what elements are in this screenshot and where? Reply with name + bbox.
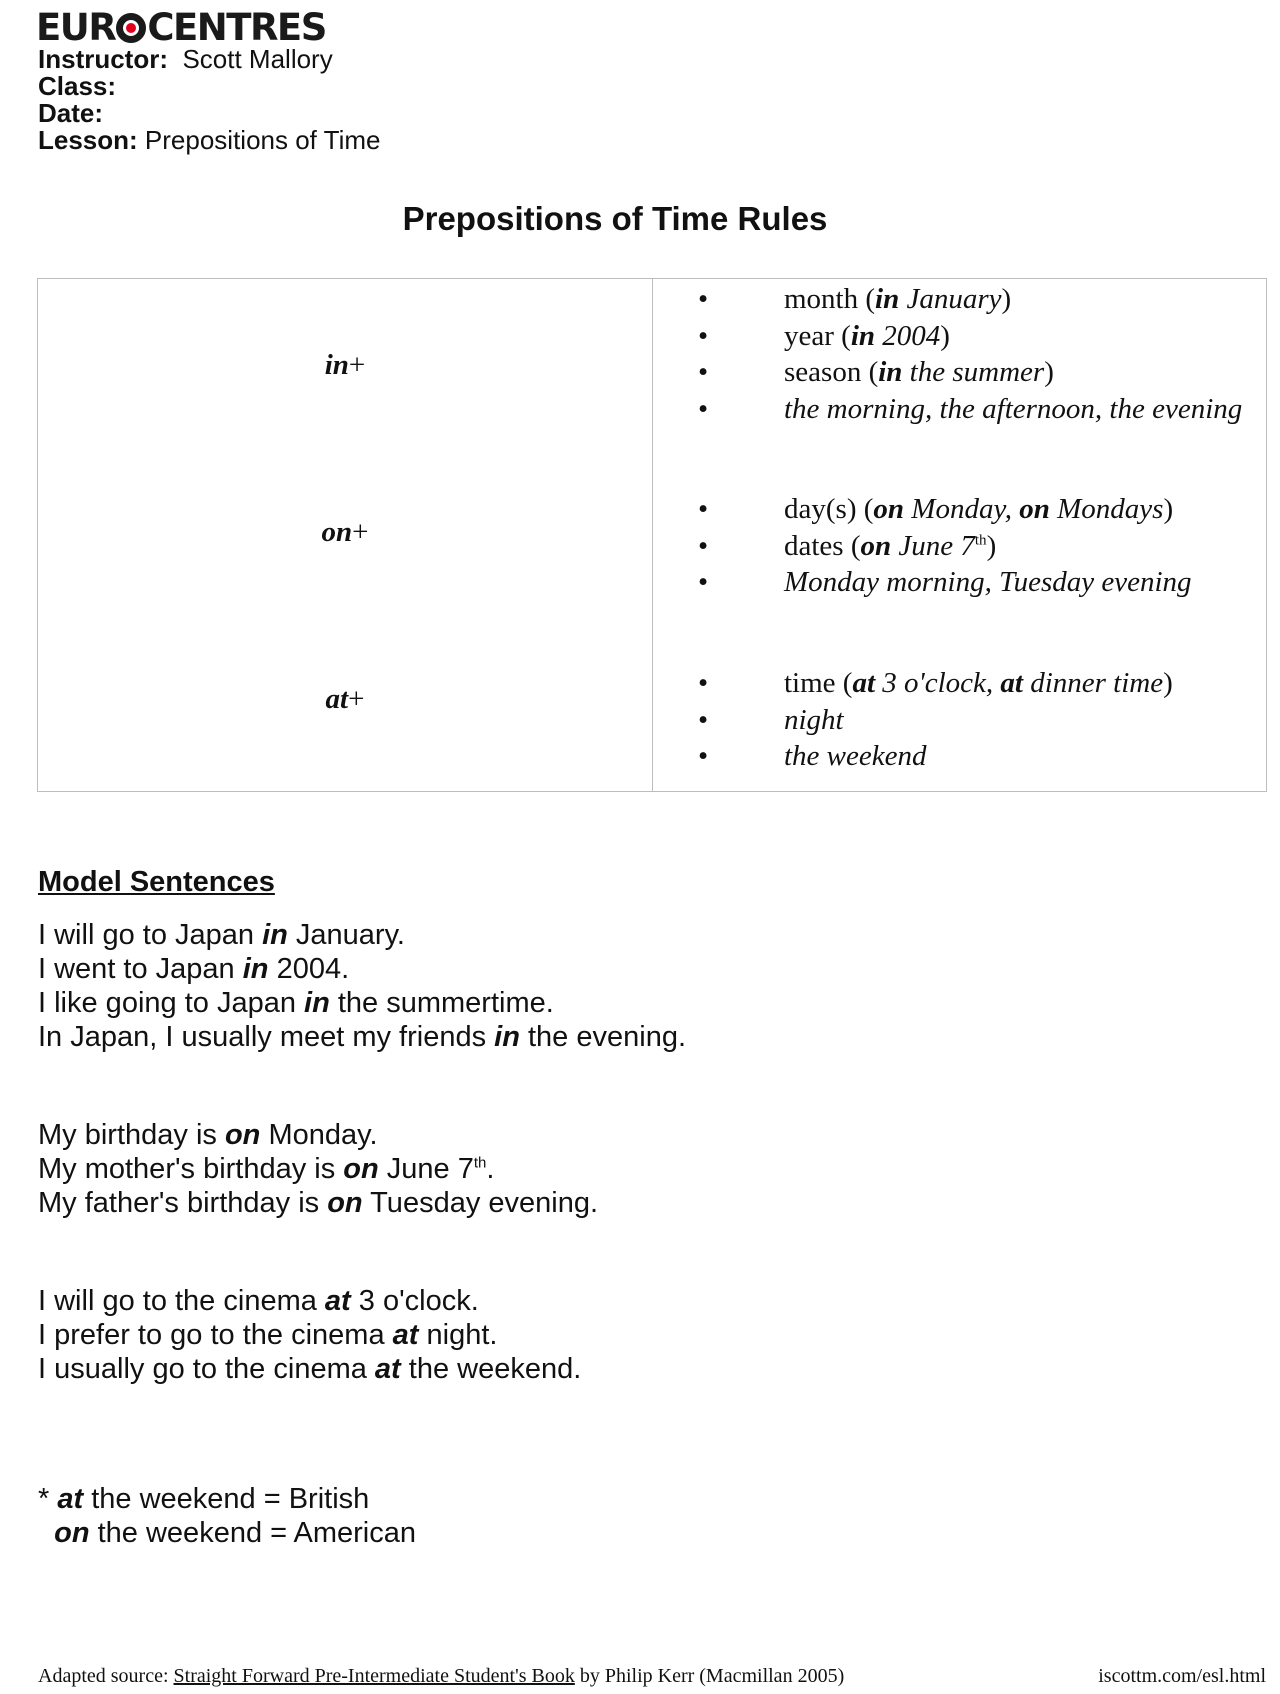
logo-target-icon [116, 13, 146, 43]
rule-item: • the weekend [698, 738, 1173, 775]
rule-item: • Monday morning, Tuesday evening [698, 564, 1192, 601]
prep-on-label: on+ [321, 516, 369, 548]
rule-list-at [698, 665, 1173, 775]
sentence-line: My birthday is on Monday. [38, 1119, 378, 1151]
source-book-title: Straight Forward Pre-Intermediate Student's Book [173, 1665, 575, 1687]
class-label: Class: [38, 71, 117, 101]
lesson-row [38, 127, 380, 154]
table-divider [652, 279, 653, 791]
sentence-line: on the weekend = American [54, 1517, 417, 1549]
sentence-line: I went to Japan in 2004. [38, 953, 350, 985]
date-label: Date: [38, 98, 104, 128]
sentence-line: I prefer to go to the cinema at night. [38, 1319, 498, 1351]
sentence-group-at [38, 1284, 581, 1386]
prep-at-label: at+ [325, 683, 365, 715]
source-credit: Adapted source: Straight Forward Pre-Intermediate Student's Book by Philip Kerr (Macmillan 2005) [38, 1665, 845, 1687]
rule-item: • year (in 2004) [698, 318, 1242, 355]
instructor-row [38, 46, 380, 73]
prep-in-label: in+ [324, 349, 366, 381]
logo-text-end: CENTRES [147, 6, 326, 49]
rule-item: • month (in January) [698, 281, 1242, 318]
sentence-line: I usually go to the cinema at the weekend. [38, 1353, 582, 1385]
sentence-line: I will go to the cinema at 3 o'clock. [38, 1285, 479, 1317]
instructor-value: Scott Mallory [182, 44, 333, 74]
rule-list-on [698, 491, 1192, 601]
instructor-label: Instructor: [38, 44, 168, 74]
usage-note [38, 1482, 416, 1550]
rule-item: • time (at 3 o'clock, at dinner time) [698, 665, 1173, 702]
rule-item: • the morning, the afternoon, the evening [698, 391, 1242, 428]
rule-item: • season (in the summer) [698, 354, 1242, 391]
class-row [38, 73, 380, 100]
sentence-line: * at the weekend = British [38, 1483, 370, 1515]
rule-item: • dates (on June 7th) [698, 528, 1192, 565]
rule-item: • night [698, 702, 1173, 739]
sentence-group-on [38, 1118, 598, 1220]
lesson-label: Lesson: [38, 125, 138, 155]
sentence-line: My father's birthday is on Tuesday evening. [38, 1187, 599, 1219]
page-title: Prepositions of Time Rules [402, 200, 828, 237]
sentence-line: I will go to Japan in January. [38, 919, 405, 951]
sentence-line: I like going to Japan in the summertime. [38, 987, 554, 1019]
sentence-line: In Japan, I usually meet my friends in the evening. [38, 1021, 687, 1053]
rule-item: • day(s) (on Monday, on Mondays) [698, 491, 1192, 528]
lesson-header [38, 46, 380, 154]
rules-table [37, 278, 1267, 792]
lesson-value: Prepositions of Time [144, 125, 381, 155]
model-sentences-heading: Model Sentences [38, 866, 275, 898]
sentence-group-in [38, 918, 686, 1054]
logo-text-start: EUR [36, 6, 116, 49]
rule-list-in [698, 281, 1242, 427]
footer [38, 1665, 1266, 1688]
sentence-line: My mother's birthday is on June 7th. [38, 1153, 495, 1185]
date-row [38, 100, 380, 127]
site-url: iscottm.com/esl.html [1098, 1665, 1266, 1687]
